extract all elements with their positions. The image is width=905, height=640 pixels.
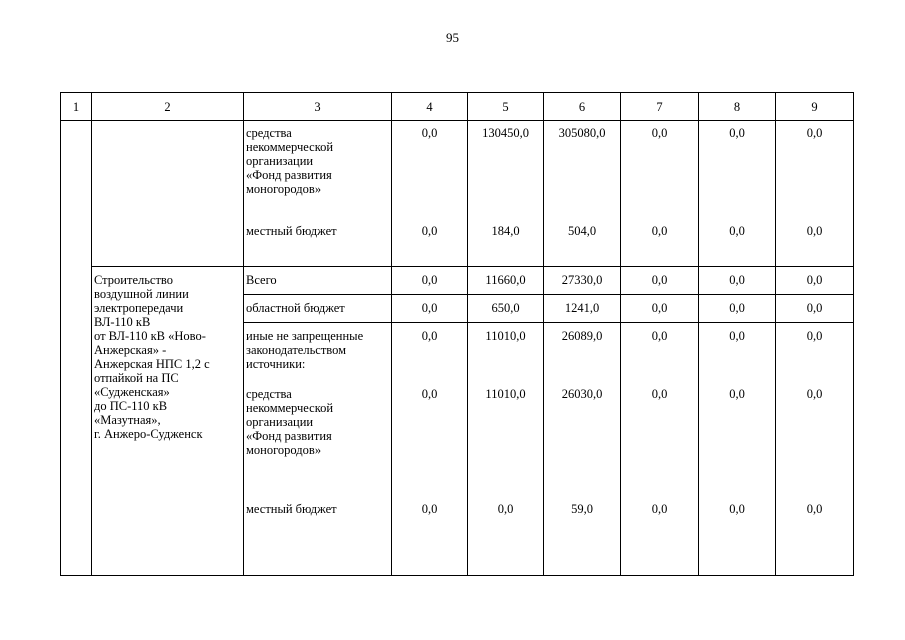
value-cell: 0,0 (468, 502, 544, 576)
source-cell: областной бюджет (244, 295, 392, 323)
value-cell: 504,0 (544, 224, 621, 267)
source-cell: Всего (244, 267, 392, 295)
value-cell: 0,0 (621, 323, 699, 387)
value-cell: 0,0 (776, 387, 854, 502)
source-cell: иные не запрещенные законодательством источники: (244, 323, 392, 387)
value-cell: 0,0 (392, 121, 468, 224)
value-cell: 0,0 (621, 502, 699, 576)
value-cell: 0,0 (776, 502, 854, 576)
table-row (61, 267, 854, 295)
table-row (61, 121, 854, 224)
value-cell: 11660,0 (468, 267, 544, 295)
budget-table (60, 92, 854, 576)
source-cell: средства некоммерческой организации «Фонд развития моногородов» (244, 387, 392, 502)
value-cell: 1241,0 (544, 295, 621, 323)
value-cell: 0,0 (699, 387, 776, 502)
value-cell: 27330,0 (544, 267, 621, 295)
value-cell: 0,0 (621, 387, 699, 502)
value-cell: 26089,0 (544, 323, 621, 387)
value-cell: 0,0 (776, 295, 854, 323)
value-cell: 0,0 (392, 323, 468, 387)
column-header: 3 (244, 93, 392, 121)
value-cell: 184,0 (468, 224, 544, 267)
value-cell: 0,0 (392, 295, 468, 323)
column-header: 7 (621, 93, 699, 121)
value-cell: 0,0 (621, 121, 699, 224)
value-cell: 0,0 (776, 121, 854, 224)
column-header: 9 (776, 93, 854, 121)
value-cell: 0,0 (621, 224, 699, 267)
project-cell-empty (92, 121, 244, 267)
value-cell: 0,0 (392, 387, 468, 502)
column-header: 1 (61, 93, 92, 121)
page-number: 95 (446, 30, 459, 45)
value-cell: 0,0 (392, 502, 468, 576)
value-cell: 0,0 (621, 295, 699, 323)
value-cell: 0,0 (699, 224, 776, 267)
value-cell: 0,0 (621, 267, 699, 295)
value-cell: 26030,0 (544, 387, 621, 502)
value-cell: 0,0 (776, 224, 854, 267)
value-cell: 130450,0 (468, 121, 544, 224)
source-cell: местный бюджет (244, 224, 392, 267)
value-cell: 0,0 (776, 267, 854, 295)
header-row (61, 93, 854, 121)
value-cell: 0,0 (776, 323, 854, 387)
project-cell: Строительство воздушной линии электропередачи ВЛ-110 кВ от ВЛ-110 кВ «Ново- Анжерская» - Анжерская НПС 1,2 с отпайкой на ПС «Судженская» до ПС-110 кВ «Мазутная», г. Анжеро-Судженск (92, 267, 244, 576)
value-cell: 305080,0 (544, 121, 621, 224)
column-header: 6 (544, 93, 621, 121)
value-cell: 0,0 (699, 295, 776, 323)
value-cell: 0,0 (392, 267, 468, 295)
value-cell: 0,0 (699, 121, 776, 224)
value-cell: 11010,0 (468, 387, 544, 502)
value-cell: 0,0 (699, 267, 776, 295)
value-cell: 0,0 (699, 323, 776, 387)
source-cell: средства некоммерческой организации «Фонд развития моногородов» (244, 121, 392, 224)
source-cell: местный бюджет (244, 502, 392, 576)
value-cell: 650,0 (468, 295, 544, 323)
value-cell: 11010,0 (468, 323, 544, 387)
value-cell: 59,0 (544, 502, 621, 576)
index-cell (61, 121, 92, 576)
column-header: 2 (92, 93, 244, 121)
column-header: 8 (699, 93, 776, 121)
value-cell: 0,0 (699, 502, 776, 576)
value-cell: 0,0 (392, 224, 468, 267)
column-header: 4 (392, 93, 468, 121)
column-header: 5 (468, 93, 544, 121)
